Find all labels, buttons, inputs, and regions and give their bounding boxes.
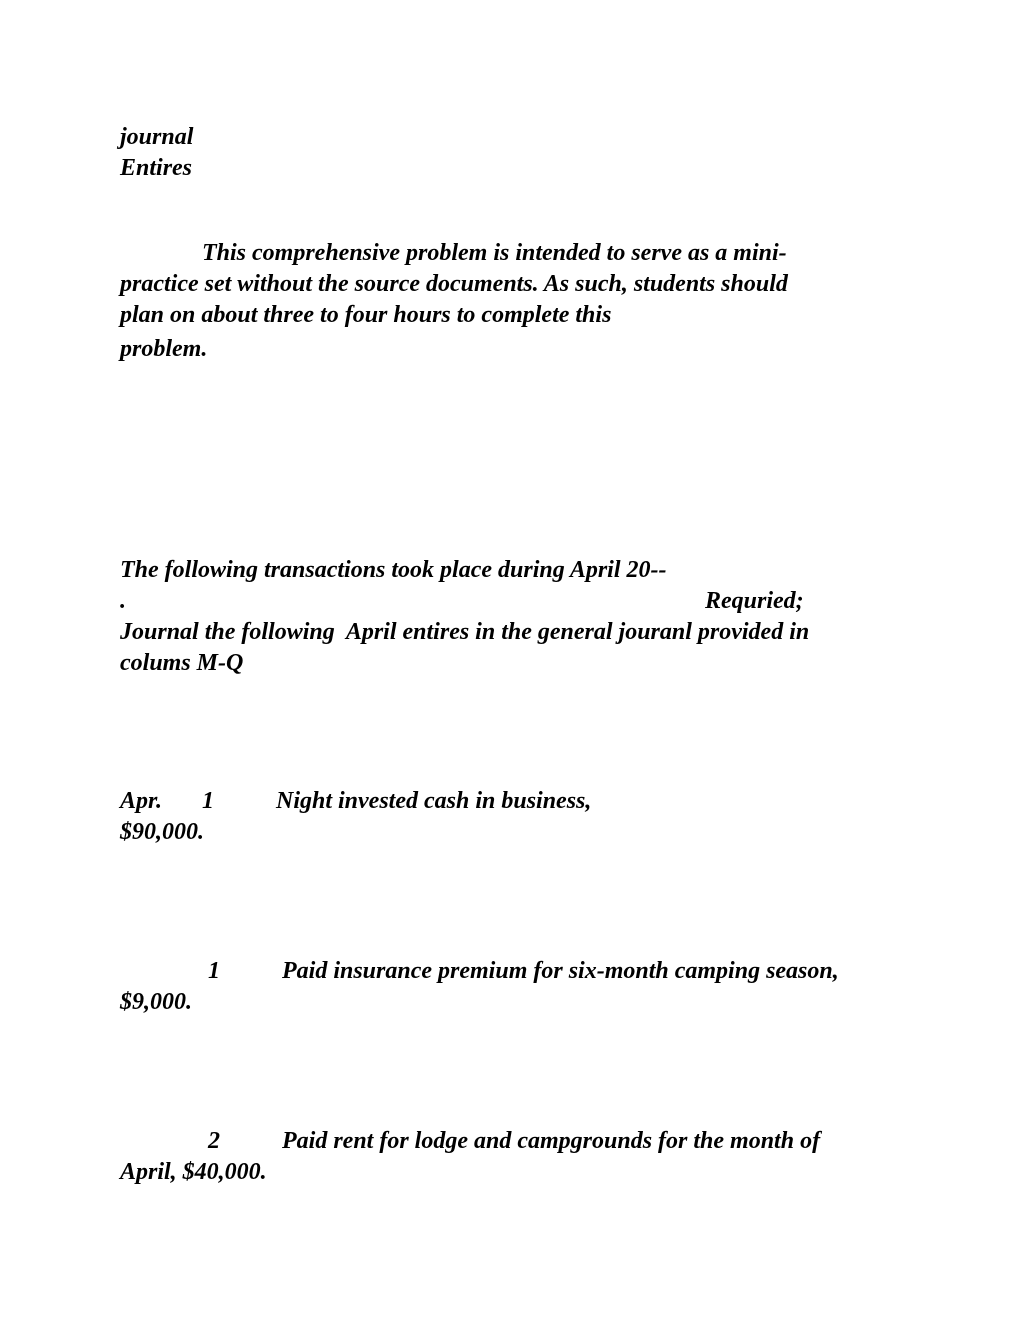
transaction-day: 1 bbox=[208, 958, 220, 984]
heading-line-2: Entires bbox=[120, 155, 193, 181]
transaction-description: Paid insurance premium for six-month camping season, bbox=[282, 958, 839, 984]
transaction-day: 2 bbox=[208, 1128, 220, 1154]
transaction-amount: $9,000. bbox=[120, 989, 192, 1015]
transaction-month: Apr. bbox=[120, 788, 163, 814]
intro-line-3: plan on about three to four hours to complete this bbox=[120, 302, 612, 328]
instructions-line-4: colums M-Q bbox=[120, 650, 244, 676]
transaction-day: 1 bbox=[202, 788, 214, 814]
transaction-amount: April, $40,000. bbox=[120, 1159, 267, 1185]
instructions-line-1: The following transactions took place during April 20-- bbox=[120, 557, 667, 583]
transaction-description: Night invested cash in business, bbox=[276, 788, 592, 814]
instructions-line-3: Journal the following April entires in the general jouranl provided in bbox=[120, 619, 810, 645]
heading-line-1: journal bbox=[120, 124, 194, 150]
intro-line-2: practice set without the source documents. As such, students should bbox=[120, 271, 788, 297]
required-label: Requried; bbox=[705, 588, 804, 614]
instructions-dot: . bbox=[120, 588, 126, 614]
transaction-description: Paid rent for lodge and campgrounds for the month of bbox=[282, 1128, 821, 1154]
transaction-amount: $90,000. bbox=[120, 819, 204, 845]
intro-line-4: problem. bbox=[120, 336, 208, 362]
intro-line-1: This comprehensive problem is intended to serve as a mini- bbox=[202, 240, 787, 266]
